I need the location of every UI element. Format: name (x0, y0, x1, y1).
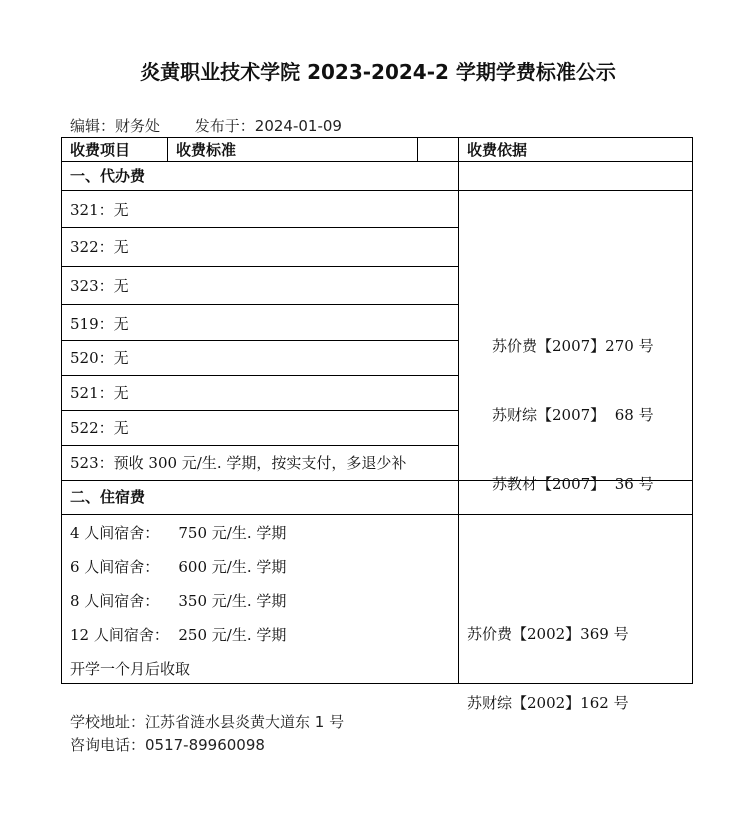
editor-label: 编辑：财务处 (70, 117, 161, 135)
basis-line: 苏财综【2007】 68 号 (492, 406, 654, 424)
fee-table (61, 137, 693, 712)
contact-phone: 咨询电话：0517-89960098 (70, 736, 265, 754)
table-row: 12 人间宿舍： 250 元/生. 学期 (70, 626, 287, 644)
table-row: 323：无 (70, 277, 129, 295)
basis-line: 苏价费【2007】270 号 (492, 337, 654, 355)
header-item: 收费项目 (70, 141, 131, 159)
table-row: 522：无 (70, 419, 129, 437)
table-row: 519：无 (70, 315, 129, 333)
table-row: 322：无 (70, 238, 129, 256)
header-standard: 收费标准 (176, 141, 237, 159)
table-row: 520：无 (70, 349, 129, 367)
publish-meta (70, 115, 342, 136)
basis-accommodation (467, 577, 629, 761)
basis-line: 苏价费【2002】369 号 (467, 625, 629, 643)
section-title-agency-fees: 一、代办费 (70, 167, 146, 185)
table-row: 6 人间宿舍： 600 元/生. 学期 (70, 558, 287, 576)
table-row: 4 人间宿舍： 750 元/生. 学期 (70, 524, 287, 542)
table-row: 523：预收 300 元/生. 学期，按实支付，多退少补 (70, 454, 407, 472)
publish-date: 发布于：2024-01-09 (194, 117, 342, 135)
school-address: 学校地址：江苏省涟水县炎黄大道东 1 号 (70, 713, 345, 731)
table-row: 521：无 (70, 384, 129, 402)
table-row: 开学一个月后收取 (70, 660, 191, 678)
basis-line: 苏教材【2007】 36 号 (492, 475, 654, 493)
table-row: 8 人间宿舍： 350 元/生. 学期 (70, 592, 287, 610)
section-title-accommodation: 二、住宿费 (70, 488, 146, 506)
header-basis: 收费依据 (467, 141, 528, 159)
table-row: 321：无 (70, 201, 129, 219)
basis-line: 苏财综【2002】162 号 (467, 694, 629, 712)
page-title: 炎黄职业技术学院 2023-2024-2 学期学费标准公示 (140, 60, 616, 84)
basis-agency-fees (492, 289, 654, 542)
